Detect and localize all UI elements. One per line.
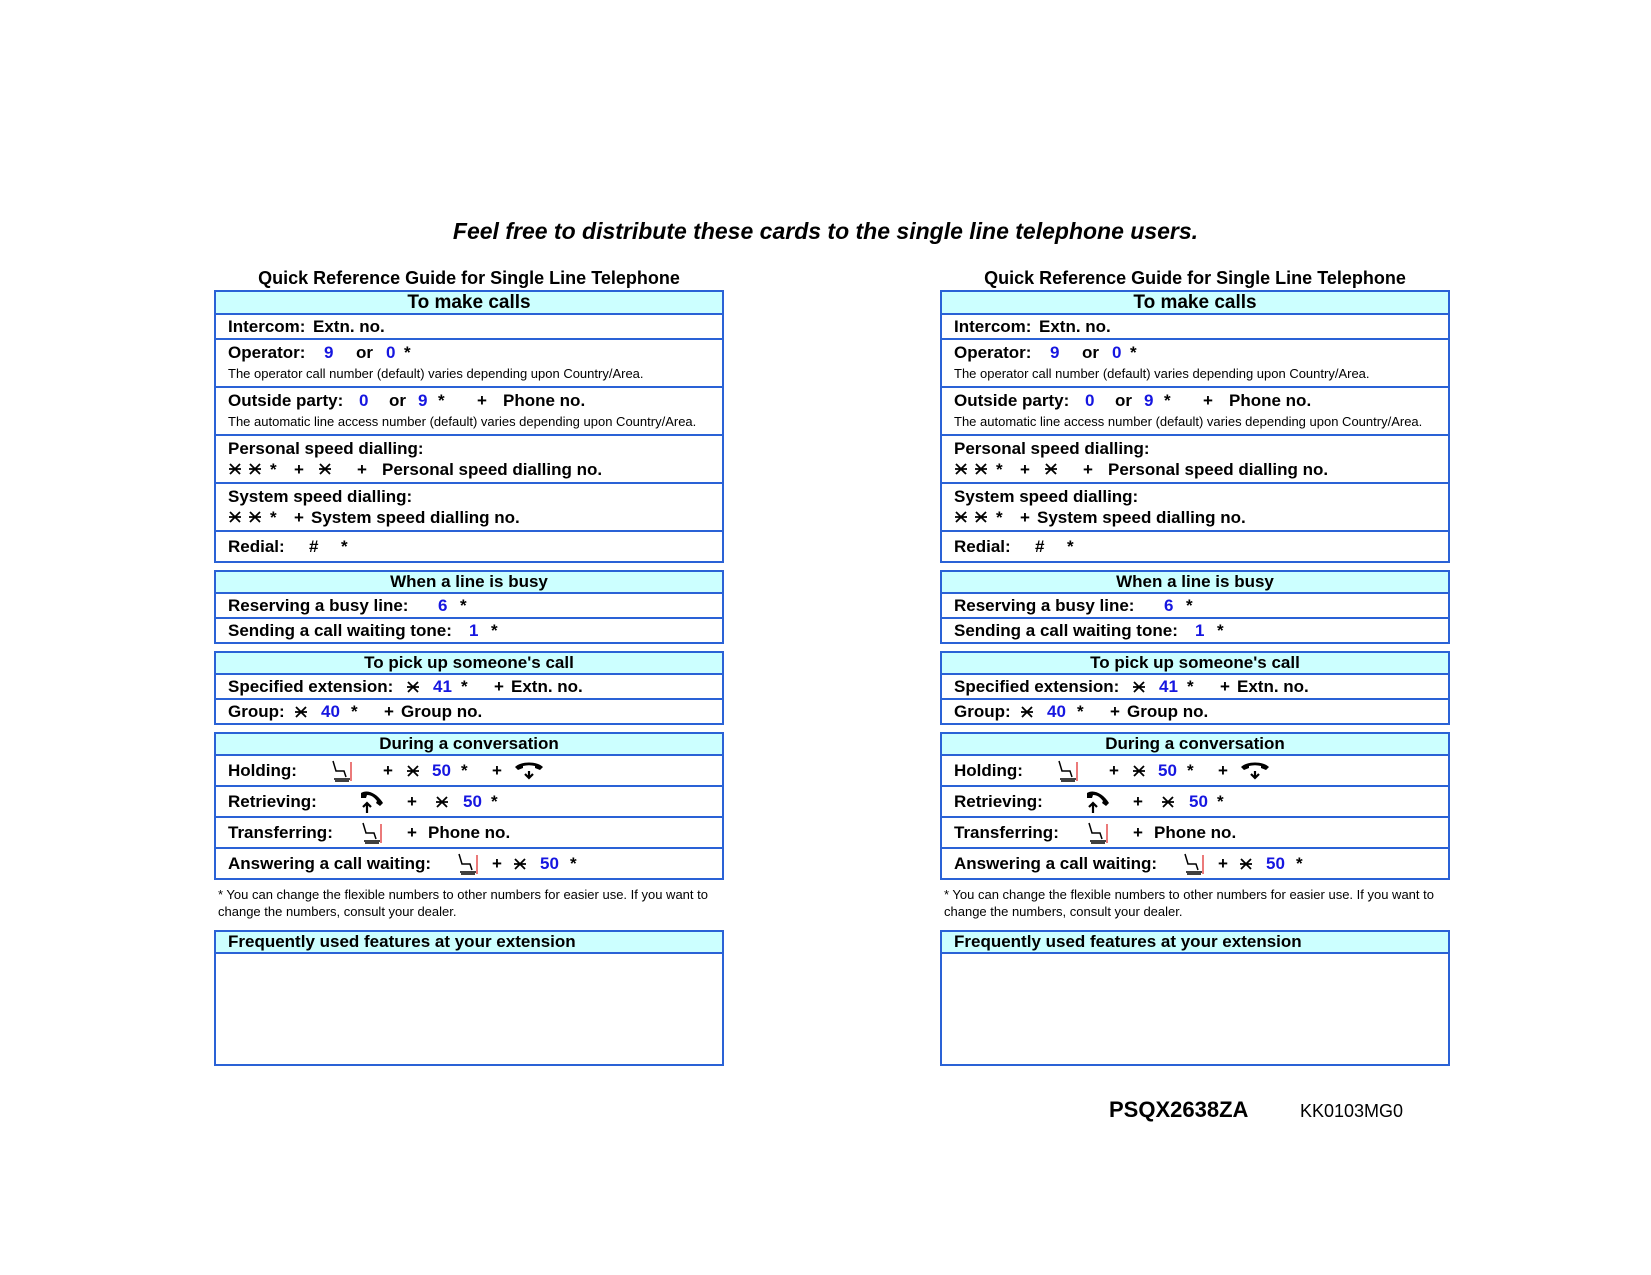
group-no-text: Group no.	[1127, 702, 1209, 721]
plus-sign: +	[1110, 702, 1120, 721]
conversation-section	[214, 732, 724, 880]
flexible-star: *	[1067, 537, 1074, 556]
outside-note: The automatic line access number (default) varies depending upon Country/Area.	[954, 414, 1423, 429]
transferring-label: Transferring:	[954, 823, 1059, 842]
flexible-star: *	[1077, 702, 1084, 721]
plus-sign: +	[407, 792, 417, 811]
answering-label: Answering a call waiting:	[954, 854, 1158, 873]
phone-no-text: Phone no.	[1229, 391, 1312, 410]
outside-code-2: 9	[418, 391, 428, 410]
section-header: When a line is busy	[942, 572, 1448, 594]
outside-code-1: 0	[1085, 391, 1095, 410]
asterisk-key-icon	[1239, 857, 1253, 871]
reference-card-right	[940, 266, 1450, 1073]
plus-sign: +	[384, 702, 394, 721]
system-speed-value: System speed dialling no.	[311, 508, 520, 527]
section-header: During a conversation	[942, 734, 1448, 756]
reference-card-left	[214, 266, 724, 1073]
pickup-section	[214, 651, 724, 725]
outside-label: Outside party:	[954, 391, 1070, 410]
waiting-label: Sending a call waiting tone:	[228, 621, 452, 640]
line-busy-section	[940, 570, 1450, 644]
plus-sign: +	[1133, 792, 1143, 811]
plus-sign: +	[407, 823, 417, 842]
specified-label: Specified extension:	[954, 677, 1120, 696]
redial-row	[216, 530, 722, 561]
waiting-code: 1	[469, 621, 479, 640]
plus-sign: +	[492, 761, 502, 780]
footnote: * You can change the flexible numbers to other numbers for easier use. If you want to change the numbers, consult your dealer.	[218, 887, 708, 919]
answering-code: 50	[540, 854, 559, 873]
retrieving-row	[216, 785, 722, 816]
redial-code: #	[1035, 537, 1045, 556]
flexible-star: *	[1296, 854, 1303, 873]
intercom-label: Intercom:	[954, 317, 1032, 336]
frequent-features-box	[214, 930, 724, 1066]
retrieving-row	[942, 785, 1448, 816]
holding-code: 50	[1158, 761, 1177, 780]
print-code: KK0103MG0	[1300, 1101, 1404, 1121]
flexible-star: *	[270, 508, 277, 527]
section-header: To pick up someone's call	[942, 653, 1448, 675]
extn-no-text: Extn. no.	[511, 677, 583, 696]
asterisk-key-icon	[406, 680, 420, 694]
asterisk-key-icon	[954, 461, 968, 481]
transferring-row	[942, 816, 1448, 847]
personal-speed-row	[216, 434, 722, 482]
phone-no-text: Phone no.	[1154, 823, 1237, 842]
group-pickup-row	[216, 698, 722, 723]
flexible-star: *	[404, 343, 411, 362]
operator-note: The operator call number (default) varies depending upon Country/Area.	[954, 366, 1370, 381]
make-calls-section	[214, 290, 724, 563]
asterisk-key-icon	[954, 509, 968, 529]
or-text: or	[356, 343, 373, 362]
group-label: Group:	[228, 702, 285, 721]
flexible-star: *	[1186, 596, 1193, 615]
plus-sign: +	[1083, 460, 1093, 479]
flexible-star: *	[341, 537, 348, 556]
retrieving-label: Retrieving:	[228, 792, 317, 811]
reserve-busy-row	[216, 594, 722, 617]
flexible-star: *	[996, 460, 1003, 479]
operator-row	[942, 338, 1448, 386]
flexible-star: *	[996, 508, 1003, 527]
plus-sign: +	[383, 761, 393, 780]
section-header: During a conversation	[216, 734, 722, 756]
asterisk-key-icon	[1132, 680, 1146, 694]
redial-label: Redial:	[228, 537, 285, 556]
card-title: Quick Reference Guide for Single Line Telephone	[258, 268, 680, 288]
plus-sign: +	[294, 508, 304, 527]
plus-sign: +	[1020, 508, 1030, 527]
plus-sign: +	[494, 677, 504, 696]
flexible-star: *	[270, 460, 277, 479]
reserve-busy-row	[942, 594, 1448, 617]
answering-code: 50	[1266, 854, 1285, 873]
or-text: or	[1082, 343, 1099, 362]
intercom-row	[942, 315, 1448, 338]
operator-row	[216, 338, 722, 386]
group-code: 40	[1047, 702, 1066, 721]
personal-speed-label: Personal speed dialling:	[954, 439, 1150, 458]
footnote: * You can change the flexible numbers to other numbers for easier use. If you want to change the numbers, consult your dealer.	[944, 887, 1434, 919]
holding-code: 50	[432, 761, 451, 780]
asterisk-key-icon	[1020, 705, 1034, 719]
flexible-star: *	[570, 854, 577, 873]
redial-code: #	[309, 537, 319, 556]
system-speed-label: System speed dialling:	[228, 487, 413, 506]
asterisk-key-icon	[248, 461, 262, 481]
outside-code-2: 9	[1144, 391, 1154, 410]
or-text: or	[389, 391, 406, 410]
plus-sign: +	[1109, 761, 1119, 780]
answering-call-waiting-row	[216, 847, 722, 878]
flexible-star: *	[461, 761, 468, 780]
holding-row	[942, 756, 1448, 785]
plus-sign: +	[1203, 391, 1213, 410]
asterisk-key-icon	[513, 857, 527, 871]
retrieving-label: Retrieving:	[954, 792, 1043, 811]
frequent-features-box	[940, 930, 1450, 1066]
intercom-label: Intercom:	[228, 317, 306, 336]
operator-note: The operator call number (default) varies depending upon Country/Area.	[228, 366, 644, 381]
outside-code-1: 0	[359, 391, 369, 410]
transferring-row	[216, 816, 722, 847]
asterisk-key-icon	[228, 509, 242, 529]
asterisk-key-icon	[406, 764, 420, 778]
operator-code-1: 9	[1050, 343, 1060, 362]
group-label: Group:	[954, 702, 1011, 721]
holding-label: Holding:	[954, 761, 1023, 780]
flexible-star: *	[461, 677, 468, 696]
specified-extension-row	[216, 675, 722, 698]
or-text: or	[1115, 391, 1132, 410]
system-speed-label: System speed dialling:	[954, 487, 1139, 506]
system-speed-value: System speed dialling no.	[1037, 508, 1246, 527]
specified-code: 41	[433, 677, 452, 696]
outside-party-row	[216, 386, 722, 434]
asterisk-key-icon	[248, 509, 262, 529]
flexible-star: *	[1217, 621, 1224, 640]
operator-label: Operator:	[954, 343, 1032, 362]
personal-speed-label: Personal speed dialling:	[228, 439, 424, 458]
flexible-star: *	[1217, 792, 1224, 811]
system-speed-row	[216, 482, 722, 530]
operator-label: Operator:	[228, 343, 306, 362]
make-calls-section	[940, 290, 1450, 563]
part-number: PSQX2638ZA	[1109, 1097, 1249, 1122]
asterisk-key-icon	[228, 461, 242, 481]
plus-sign: +	[294, 460, 304, 479]
reserve-code: 6	[438, 596, 448, 615]
specified-code: 41	[1159, 677, 1178, 696]
flexible-star: *	[351, 702, 358, 721]
hookswitch-flash-icon	[1182, 852, 1206, 885]
system-speed-row	[942, 482, 1448, 530]
asterisk-key-icon	[318, 461, 332, 481]
intercom-value: Extn. no.	[1039, 317, 1111, 336]
card-title: Quick Reference Guide for Single Line Telephone	[984, 268, 1406, 288]
holding-label: Holding:	[228, 761, 297, 780]
asterisk-key-icon	[1044, 461, 1058, 481]
conversation-section	[940, 732, 1450, 880]
specified-extension-row	[942, 675, 1448, 698]
group-no-text: Group no.	[401, 702, 483, 721]
asterisk-key-icon	[1161, 795, 1175, 809]
flexible-star: *	[491, 792, 498, 811]
line-busy-section	[214, 570, 724, 644]
asterisk-key-icon	[294, 705, 308, 719]
section-header: To pick up someone's call	[216, 653, 722, 675]
flexible-star: *	[1130, 343, 1137, 362]
plus-sign: +	[1218, 854, 1228, 873]
operator-code-2: 0	[386, 343, 396, 362]
frequent-features-area	[942, 954, 1448, 1064]
extn-no-text: Extn. no.	[1237, 677, 1309, 696]
section-header: To make calls	[942, 292, 1448, 315]
personal-speed-row	[942, 434, 1448, 482]
phone-no-text: Phone no.	[428, 823, 511, 842]
asterisk-key-icon	[974, 461, 988, 481]
outside-note: The automatic line access number (default) varies depending upon Country/Area.	[228, 414, 697, 429]
phone-no-text: Phone no.	[503, 391, 586, 410]
hookswitch-flash-icon	[456, 852, 480, 885]
redial-label: Redial:	[954, 537, 1011, 556]
group-code: 40	[321, 702, 340, 721]
answering-call-waiting-row	[942, 847, 1448, 878]
frequent-features-area	[216, 954, 722, 1064]
reserve-code: 6	[1164, 596, 1174, 615]
page-title: Feel free to distribute these cards to the single line telephone users.	[452, 218, 1199, 244]
frequent-features-header: Frequently used features at your extension	[216, 932, 722, 954]
section-header: When a line is busy	[216, 572, 722, 594]
waiting-label: Sending a call waiting tone:	[954, 621, 1178, 640]
intercom-row	[216, 315, 722, 338]
frequent-features-header: Frequently used features at your extension	[942, 932, 1448, 954]
flexible-star: *	[1187, 761, 1194, 780]
flexible-star: *	[1164, 391, 1171, 410]
asterisk-key-icon	[974, 509, 988, 529]
reserve-label: Reserving a busy line:	[228, 596, 409, 615]
call-waiting-tone-row	[216, 617, 722, 642]
flexible-star: *	[460, 596, 467, 615]
plus-sign: +	[492, 854, 502, 873]
retrieving-code: 50	[1189, 792, 1208, 811]
holding-row	[216, 756, 722, 785]
transferring-label: Transferring:	[228, 823, 333, 842]
call-waiting-tone-row	[942, 617, 1448, 642]
personal-speed-value: Personal speed dialling no.	[382, 460, 603, 479]
group-pickup-row	[942, 698, 1448, 723]
plus-sign: +	[1020, 460, 1030, 479]
specified-label: Specified extension:	[228, 677, 394, 696]
flexible-star: *	[491, 621, 498, 640]
operator-code-1: 9	[324, 343, 334, 362]
personal-speed-value: Personal speed dialling no.	[1108, 460, 1329, 479]
plus-sign: +	[1220, 677, 1230, 696]
plus-sign: +	[477, 391, 487, 410]
operator-code-2: 0	[1112, 343, 1122, 362]
flexible-star: *	[438, 391, 445, 410]
redial-row	[942, 530, 1448, 561]
plus-sign: +	[1218, 761, 1228, 780]
section-header: To make calls	[216, 292, 722, 315]
asterisk-key-icon	[435, 795, 449, 809]
waiting-code: 1	[1195, 621, 1205, 640]
asterisk-key-icon	[1132, 764, 1146, 778]
plus-sign: +	[357, 460, 367, 479]
reserve-label: Reserving a busy line:	[954, 596, 1135, 615]
plus-sign: +	[1133, 823, 1143, 842]
intercom-value: Extn. no.	[313, 317, 385, 336]
retrieving-code: 50	[463, 792, 482, 811]
outside-label: Outside party:	[228, 391, 344, 410]
flexible-star: *	[1187, 677, 1194, 696]
answering-label: Answering a call waiting:	[228, 854, 432, 873]
outside-party-row	[942, 386, 1448, 434]
pickup-section	[940, 651, 1450, 725]
